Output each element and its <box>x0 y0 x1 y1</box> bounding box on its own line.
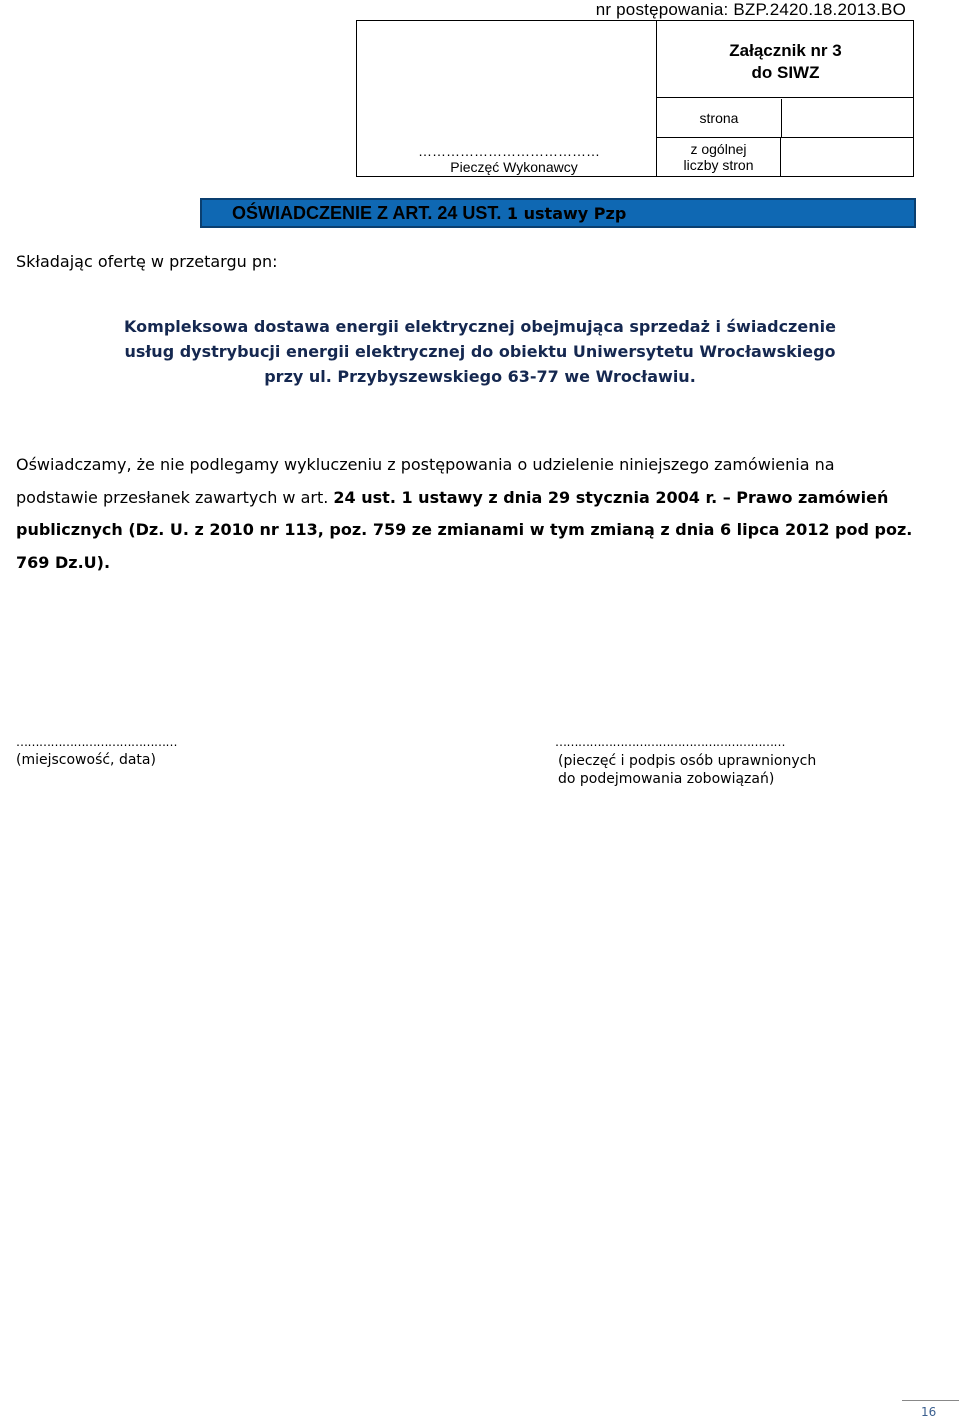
subject-line1: Kompleksowa dostawa energii elektrycznej obejmująca sprzedaż i świadczenie <box>124 317 836 336</box>
stamp-label: Pieczęć Wykonawcy <box>450 159 578 175</box>
signature-label <box>558 752 816 788</box>
header-box <box>356 20 914 177</box>
footer-divider <box>902 1400 959 1401</box>
subject-line3: przy ul. Przybyszewskiego 63-77 we Wrocławiu. <box>264 367 696 386</box>
tender-subject <box>40 314 920 389</box>
signature-dots: …………………………………………………… <box>555 735 785 749</box>
declaration-text <box>16 449 916 579</box>
total-label-line2: liczby stron <box>683 157 754 173</box>
subject-line2: usług dystrybucji energii elektrycznej do obiektu Uniwersytetu Wrocławskiego <box>124 342 836 361</box>
stamp-dots: ………………………………… <box>418 143 600 159</box>
page-row <box>657 99 914 138</box>
page-label: strona <box>657 99 782 137</box>
procedure-number: nr postępowania: BZP.2420.18.2013.BO <box>595 0 906 19</box>
annex-line2: do SIWZ <box>751 63 820 82</box>
total-pages-row <box>657 138 914 176</box>
page-value-cell <box>782 99 914 137</box>
total-pages-value-cell <box>782 138 914 176</box>
declaration-part1: Oświadczamy, że nie podlegamy wykluczeniu z postępowania o udzielenie niniejszego zamówienia na podstawie przesłanek zawartych w art. <box>16 455 835 507</box>
contractor-stamp-cell <box>357 21 657 176</box>
place-date-dots: …………………………………… <box>16 735 177 749</box>
annex-cell <box>657 21 914 98</box>
signature-label-line2: do podejmowania zobowiązań) <box>558 771 775 787</box>
signature-label-line1: (pieczęć i podpis osób uprawnionych <box>558 753 817 769</box>
page-number: 16 <box>921 1405 937 1419</box>
title-part-a: OŚWIADCZENIE Z ART. 24 UST. <box>232 203 502 223</box>
declaration-part2: 24 ust. 1 ustawy z dnia 29 stycznia 2004 r. – Prawo zamówień publicznych (Dz. U. z 2010 nr 113, poz. 759 ze zmianami w tym zmianą z dnia 6 lipca 2012 pod poz. 769 Dz.U). <box>16 487 913 572</box>
title-bar <box>200 198 916 228</box>
title-part-b: 1 ustawy Pzp <box>501 204 627 223</box>
intro-text: Składając ofertę w przetargu pn: <box>16 252 278 271</box>
total-pages-label <box>657 138 781 176</box>
place-date-label: (miejscowość, data) <box>16 752 156 768</box>
annex-line1: Załącznik nr 3 <box>729 41 842 60</box>
document-title <box>232 203 626 224</box>
total-label-line1: z ogólnej <box>690 141 747 157</box>
